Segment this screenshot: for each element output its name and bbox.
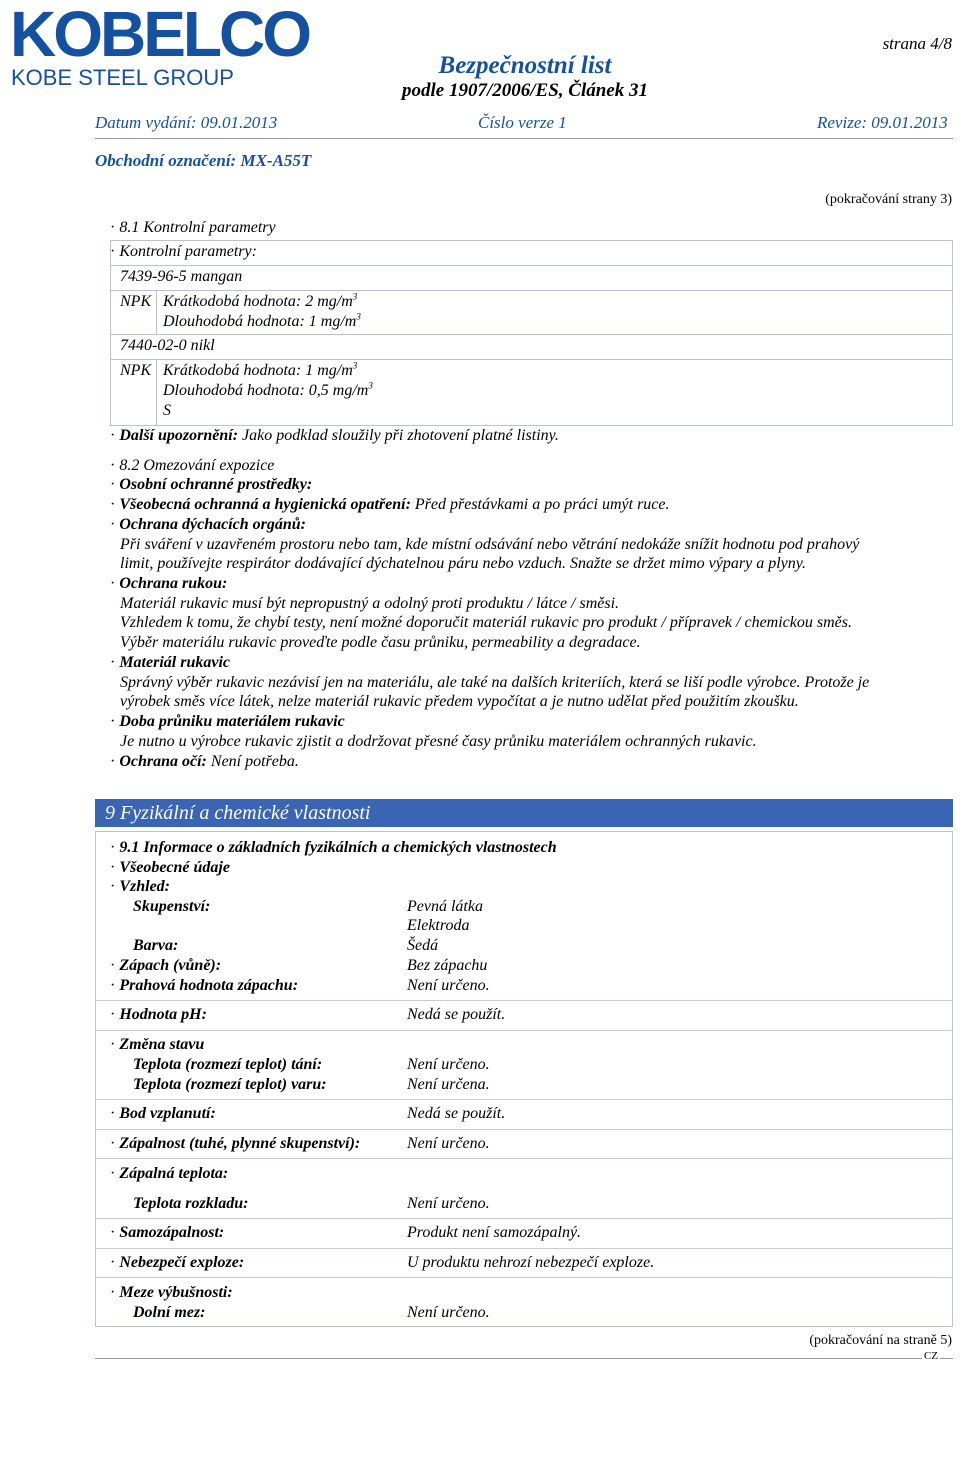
glove-material-text: Správný výběr rukavic nezávisí jen na materiálu, ale také na dalších kriteriích, která se liší podle výrobce. Protože je [120,674,870,691]
form-value: Elektroda [407,917,470,934]
divider [110,334,953,335]
decomposition-temp-label: Teplota rozkladu: [133,1195,249,1212]
divider [95,1129,953,1130]
issue-date: Datum vydání: 09.01.2013 [95,113,278,132]
kobelco-logo [10,0,309,90]
respiratory-label: · Ochrana dýchacích orgánů: [110,515,306,535]
control-parameters-head: · Kontrolní parametry: [110,242,257,262]
ppe-label: · Osobní ochranné prostředky: [110,475,312,495]
ph-label: · Hodnota pH: [110,1005,207,1025]
form-value: Pevná látka [407,898,483,915]
divider [110,359,953,360]
flammability-label: · Zápalnost (tuhé, plynné skupenství): [110,1134,360,1154]
divider [95,1030,953,1031]
self-ignition-label: · Samozápalnost: [110,1223,224,1243]
hand-protection-text: Vzhledem k tomu, že chybí testy, není možné doporučit materiál rukavic pro produkt / přípravek / chemickou směs. [120,614,852,631]
eye-protection: · Ochrana očí: Není potřeba. [110,752,299,772]
respiratory-text: limit, používejte respirátor dodávající dýchatelnou páru nebo vzduch. Snažte se držet mimo výpary a plyny. [120,555,806,572]
revision-date: Revize: 09.01.2013 [817,113,948,132]
odour-value: Bez zápachu [407,957,488,974]
section-9-heading: 9 Fyzikální a chemické vlastnosti [95,799,953,827]
continuation-from: (pokračování strany 3) [825,192,952,207]
divider [95,1158,953,1159]
long-term-value: Dlouhodobá hodnota: 1 $mg/m^3$ [163,311,361,330]
hygiene-measures: · Všeobecná ochranná a hygienická opatření: Před přestávkami a po práci umýt ruce. [110,495,670,515]
npk-tag: NPK [120,293,152,310]
divider [110,265,953,266]
divider [95,1277,953,1278]
explosion-hazard-label: · Nebezpečí exploze: [110,1253,244,1273]
page-number: strana 4/8 [882,34,952,53]
color-value: Šedá [407,937,439,954]
continuation-to: (pokračování na straně 5) [809,1333,952,1348]
appearance-label: · Vzhled: [110,877,170,897]
further-notes: · Další upozornění: Jako podklad sloužily při zhotovení platné listiny. [110,426,559,446]
flammability-value: Není určeno. [407,1135,490,1152]
hand-protection-text: Výběr materiálu rukavic proveďte podle času průniku, permeability a degradace. [120,634,641,651]
skin-notation: S [163,402,171,419]
self-ignition-value: Produkt není samozápalný. [407,1224,582,1241]
glove-material-text: výrobek směs více látek, nelze materiál rukavic předem vypočítat a je nutno udělat před použitím zkoušku. [120,693,799,710]
long-term-value: Dlouhodobá hodnota: 0,5 $mg/m^3$ [163,380,373,399]
odour-label: · Zápach (vůně): [110,956,221,976]
language-code: CZ [923,1350,938,1362]
document-subtitle: podle 1907/2006/ES, Článek 31 [402,80,648,101]
substance-manganese: 7439-96-5 mangan [120,268,243,285]
odour-threshold-label: · Prahová hodnota zápachu: [110,976,298,996]
divider [95,1218,953,1219]
divider [95,1248,953,1249]
melting-point-label: Teplota (rozmezí teplot) tání: [133,1056,323,1073]
ignition-temperature-label: · Zápalná teplota: [110,1164,228,1184]
npk-tag: NPK [120,362,152,379]
melting-point-value: Není určeno. [407,1056,490,1073]
substance-nickel: 7440-02-0 nikl [120,337,215,354]
penetration-time-text: Je nutno u výrobce rukavic zjistit a dodržovat přesné časy průniku materiálem ochranných rukavic. [120,733,757,750]
trade-name: Obchodní označení: MX-A55T [95,151,312,170]
divider [156,359,157,426]
divider [156,290,157,334]
penetration-time-label: · Doba průniku materiálem rukavic [110,712,345,732]
logo-wordmark: KOBELCO [10,0,309,70]
version-number: Číslo verze 1 [478,113,567,132]
section-9-1-title: · 9.1 Informace o základních fyzikálních a chemických vlastnostech [110,838,557,858]
color-label: Barva: [133,937,179,954]
logo-tagline: KOBE STEEL GROUP [11,65,234,90]
section-8-1-title: · 8.1 Kontrolní parametry [110,218,276,238]
explosion-limits-label: · Meze výbušnosti: [110,1283,233,1303]
form-label: Skupenství: [133,898,211,915]
general-info-label: · Všeobecné údaje [110,858,230,878]
state-change-label: · Změna stavu [110,1035,204,1055]
decomposition-temp-value: Není určeno. [407,1195,490,1212]
header-rule [95,138,953,139]
odour-threshold-value: Není určeno. [407,977,490,994]
divider [95,1000,953,1001]
lower-limit-value: Není určeno. [407,1304,490,1321]
lower-limit-label: Dolní mez: [133,1304,206,1321]
short-term-value: Krátkodobá hodnota: 1 $mg/m^3$ [163,360,358,379]
divider [95,1099,953,1100]
respiratory-text: Při sváření v uzavřeném prostoru nebo tam, kde místní odsávání nebo větrání nedokáže snížit hodnotu pod prahový [120,536,860,553]
flash-point-value: Nedá se použít. [407,1105,506,1122]
boiling-point-value: Není určena. [407,1076,490,1093]
ph-value: Nedá se použít. [407,1006,506,1023]
glove-material-label: · Materiál rukavic [110,653,230,673]
hand-protection-label: · Ochrana rukou: [110,574,227,594]
divider [110,290,953,291]
footer-rule [95,1358,953,1359]
flash-point-label: · Bod vzplanutí: [110,1104,216,1124]
hand-protection-text: Materiál rukavic musí být nepropustný a odolný proti produktu / látce / směsi. [120,595,620,612]
document-title: Bezpečnostní list [438,52,612,79]
section-8-2-title: · 8.2 Omezování expozice [110,456,274,476]
short-term-value: Krátkodobá hodnota: 2 $mg/m^3$ [163,291,358,310]
boiling-point-label: Teplota (rozmezí teplot) varu: [133,1076,327,1093]
explosion-hazard-value: U produktu nehrozí nebezpečí exploze. [407,1254,655,1271]
